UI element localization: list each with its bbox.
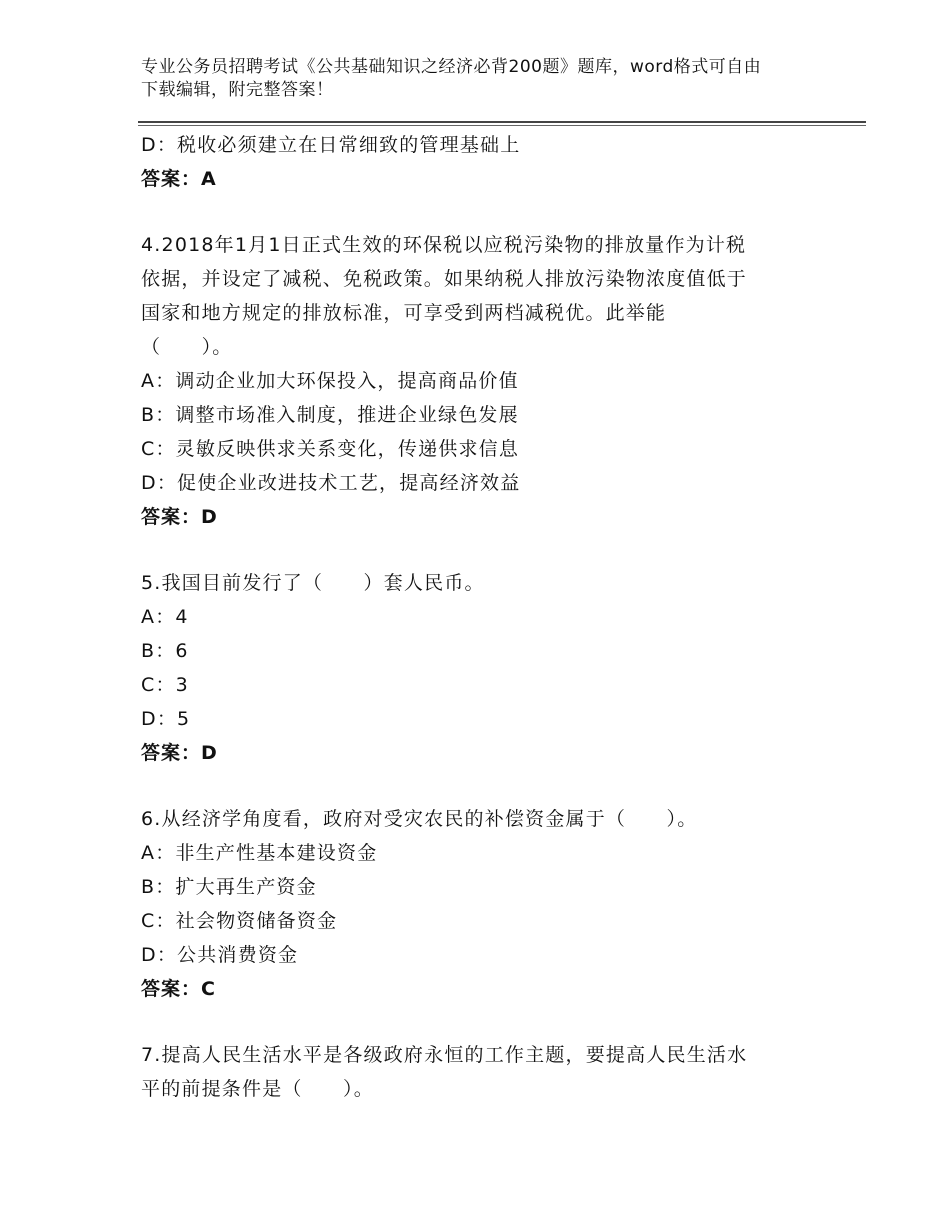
- document-header: [141, 56, 821, 102]
- option-d: D：促使企业改进技术工艺，提高经济效益: [141, 472, 521, 494]
- option-b: B：调整市场准入制度，推进企业绿色发展: [141, 404, 519, 426]
- question-stem-line: 国家和地方规定的排放标准，可享受到两档减税优。此举能: [141, 302, 667, 324]
- question-stem-line: 4.2018年1月1日正式生效的环保税以应税污染物的排放量作为计税: [141, 234, 747, 256]
- question-7: [141, 1038, 821, 1106]
- question-list: [141, 128, 821, 1106]
- option-d: D：5: [141, 708, 191, 730]
- question-stem-line: 7.提高人民生活水平是各级政府永恒的工作主题，要提高人民生活水: [141, 1044, 748, 1066]
- question-6: [141, 802, 821, 1006]
- option-c: C：社会物资储备资金: [141, 910, 338, 932]
- header-line-2: 下载编辑，附完整答案！: [141, 80, 334, 100]
- option-d: D：税收必须建立在日常细致的管理基础上: [141, 134, 521, 156]
- option-b: B：6: [141, 640, 189, 662]
- option-d: D：公共消费资金: [141, 944, 299, 966]
- option-b: B：扩大再生产资金: [141, 876, 317, 898]
- option-c: C：3: [141, 674, 189, 696]
- question-stem: 5.我国目前发行了（ ）套人民币。: [141, 572, 485, 594]
- header-divider-thick: [138, 121, 866, 123]
- answer-label: 答案：D: [141, 742, 218, 764]
- option-a: A：调动企业加大环保投入，提高商品价值: [141, 370, 519, 392]
- option-c: C：灵敏反映供求关系变化，传递供求信息: [141, 438, 520, 460]
- spacer: [141, 770, 821, 802]
- header-line-1: 专业公务员招聘考试《公共基础知识之经济必背200题》题库，word格式可自由: [141, 57, 762, 77]
- question-stem-line: （ ）。: [141, 336, 233, 358]
- answer-label: 答案：D: [141, 506, 218, 528]
- spacer: [141, 196, 821, 228]
- question-stem-line: 依据，并设定了减税、免税政策。如果纳税人排放污染物浓度值低于: [141, 268, 748, 290]
- question-stem-line: 平的前提条件是（ ）。: [141, 1078, 374, 1100]
- option-a: A：非生产性基本建设资金: [141, 842, 378, 864]
- spacer: [141, 1006, 821, 1038]
- question-3-tail: [141, 128, 821, 196]
- option-a: A：4: [141, 606, 189, 628]
- answer-label: 答案：C: [141, 978, 216, 1000]
- header-divider-thin: [138, 125, 866, 126]
- question-5: [141, 566, 821, 770]
- spacer: [141, 534, 821, 566]
- question-stem: 6.从经济学角度看，政府对受灾农民的补偿资金属于（ ）。: [141, 808, 698, 830]
- answer-label: 答案：A: [141, 168, 217, 190]
- question-4: [141, 228, 821, 534]
